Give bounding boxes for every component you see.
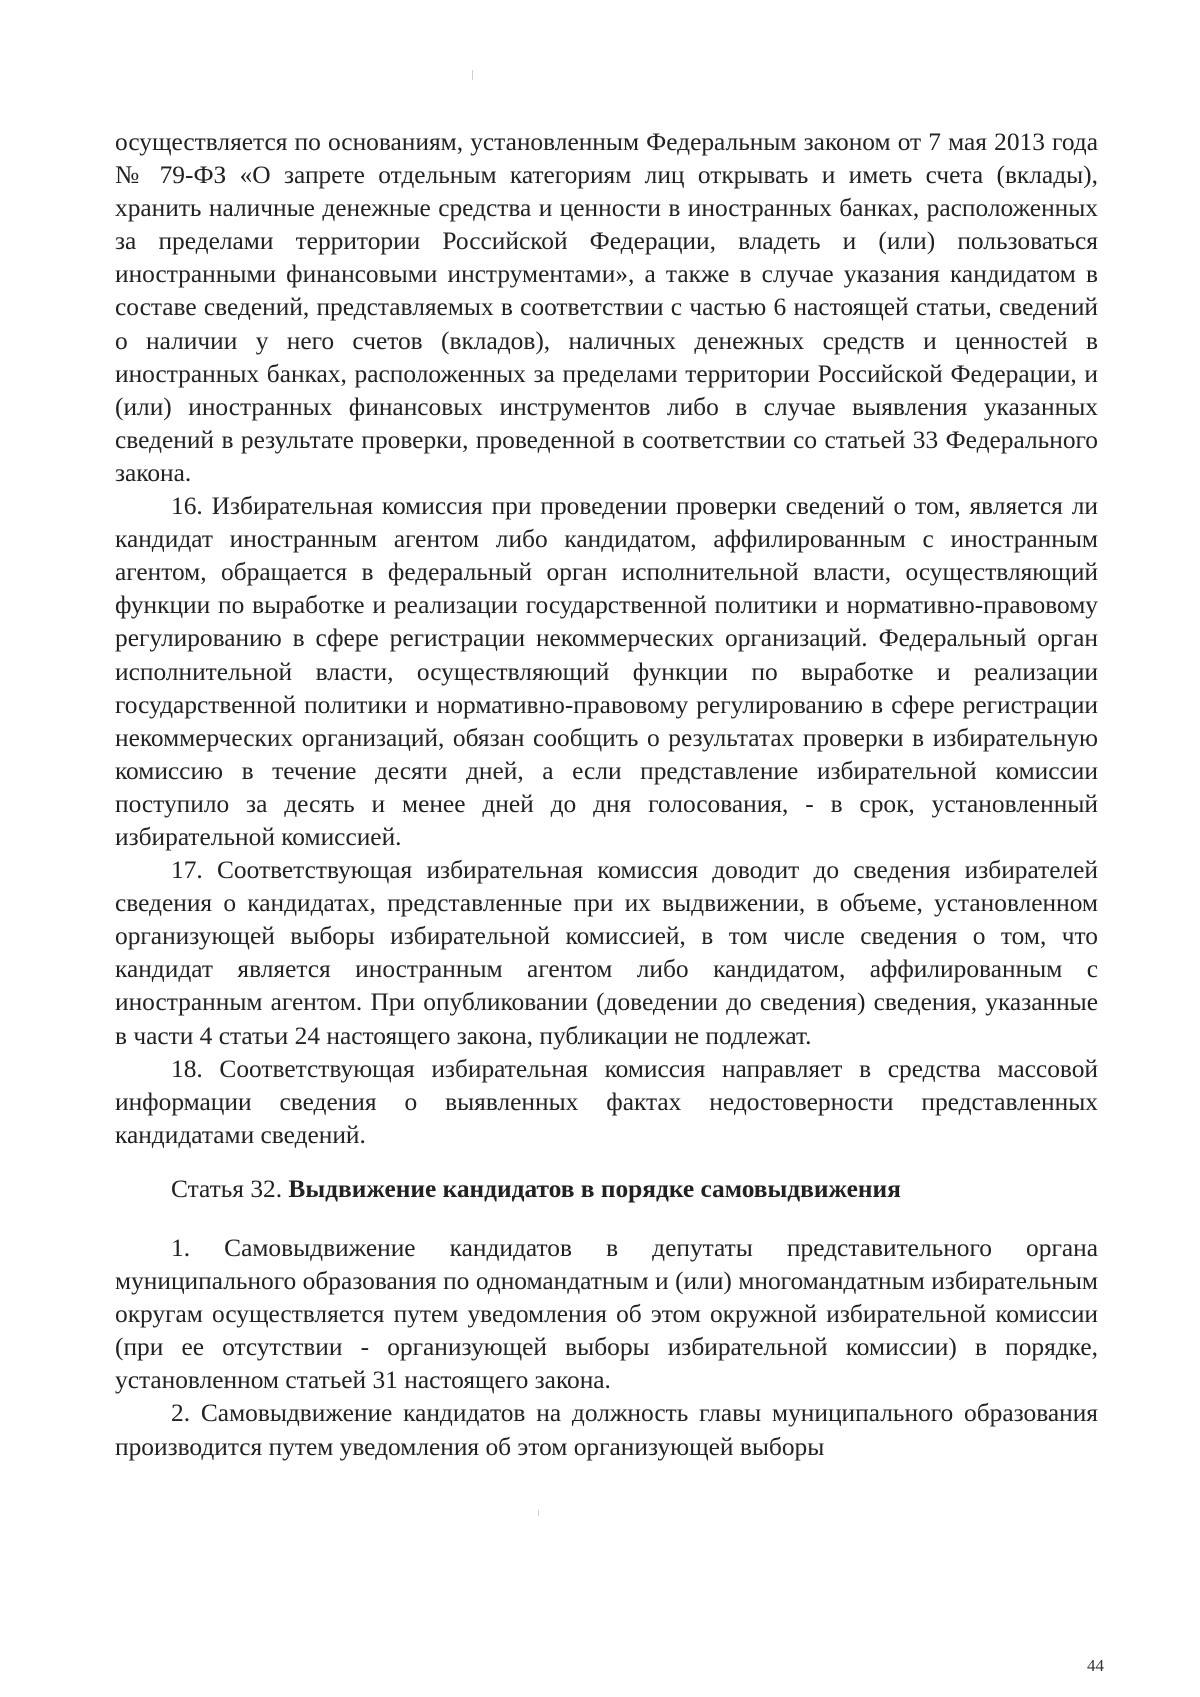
page-number: 44 bbox=[1087, 1656, 1104, 1675]
paragraph-16: 16. Избирательная комиссия при проведении проверки сведений о том, является ли кандидат иностранным агентом либо кандидатом, аффилированным с иностранным агентом, обращается в федеральный орган исполнительной власти, осуществляющий функции по выработке и реализации государственной политики и нормативно-правовому регулированию в сфере регистрации некоммерческих организаций. Федеральный орган исполнительной власти, осуществляющий функции по выработке и реализации государственной политики и нормативно-правовому регулированию в сфере регистрации некоммерческих организаций, обязан сообщить о результатах проверки в избирательную комиссию в течение десяти дней, а если представление избирательной комиссии поступило за десять и менее дней до дня голосования, - в срок, установленный избирательной комиссией. bbox=[115, 492, 1098, 851]
document-page-body bbox=[115, 126, 1098, 1464]
article-32-heading bbox=[115, 1173, 1098, 1206]
paragraph-15-continuation: осуществляется по основаниям, установленным Федеральным законом от 7 мая 2013 года № 79-ФЗ «О запрете отдельным категориям лиц открывать и иметь счета (вклады), хранить наличные денежные средства и ценности в иностранных банках, расположенных за пределами территории Российской Федерации, владеть и (или) пользоваться иностранными финансовыми инструментами», а также в случае указания кандидатом в составе сведений, представляемых в соответствии с частью 6 настоящей статьи, сведений о наличии у него счетов (вкладов), наличных денежных средств и ценностей в иностранных банках, расположенных за пределами территории Российской Федерации, и (или) иностранных финансовых инструментов либо в случае выявления указанных сведений в результате проверки, проведенной в соответствии со статьей 33 Федерального закона. bbox=[115, 128, 1098, 487]
scan-artifact-bottom bbox=[538, 1510, 539, 1516]
article-32-paragraph-1: 1. Самовыдвижение кандидатов в депутаты представительного органа муниципального образования по одномандатным и (или) многомандатным избирательным округам осуществляется путем уведомления об этом окружной избирательной комиссии (при ее отсутствии - организующей выборы избирательной комиссии) в порядке, установленном статьей 31 настоящего закона. bbox=[115, 1234, 1098, 1395]
article-label: Статья 32. bbox=[171, 1174, 283, 1203]
paragraph-18: 18. Соответствующая избирательная комиссия направляет в средства массовой информации сведения о выявленных фактах недостоверности представленных кандидатами сведений. bbox=[115, 1054, 1098, 1149]
article-title: Выдвижение кандидатов в порядке самовыдвижения bbox=[288, 1174, 901, 1203]
article-32-paragraph-2: 2. Самовыдвижение кандидатов на должность главы муниципального образования производится путем уведомления об этом организующей выборы bbox=[115, 1399, 1098, 1461]
scan-artifact-top bbox=[472, 70, 473, 80]
section-gap bbox=[115, 1206, 1098, 1232]
paragraph-17: 17. Соответствующая избирательная комиссия доводит до сведения избирателей сведения о кандидатах, представленные при их выдвижении, в объеме, установленном организующей выборы избирательной комиссией, в том числе сведения о том, что кандидат является иностранным агентом либо кандидатом, аффилированным с иностранным агентом. При опубликовании (доведении до сведения) сведения, указанные в части 4 статьи 24 настоящего закона, публикации не подлежат. bbox=[115, 856, 1098, 1050]
